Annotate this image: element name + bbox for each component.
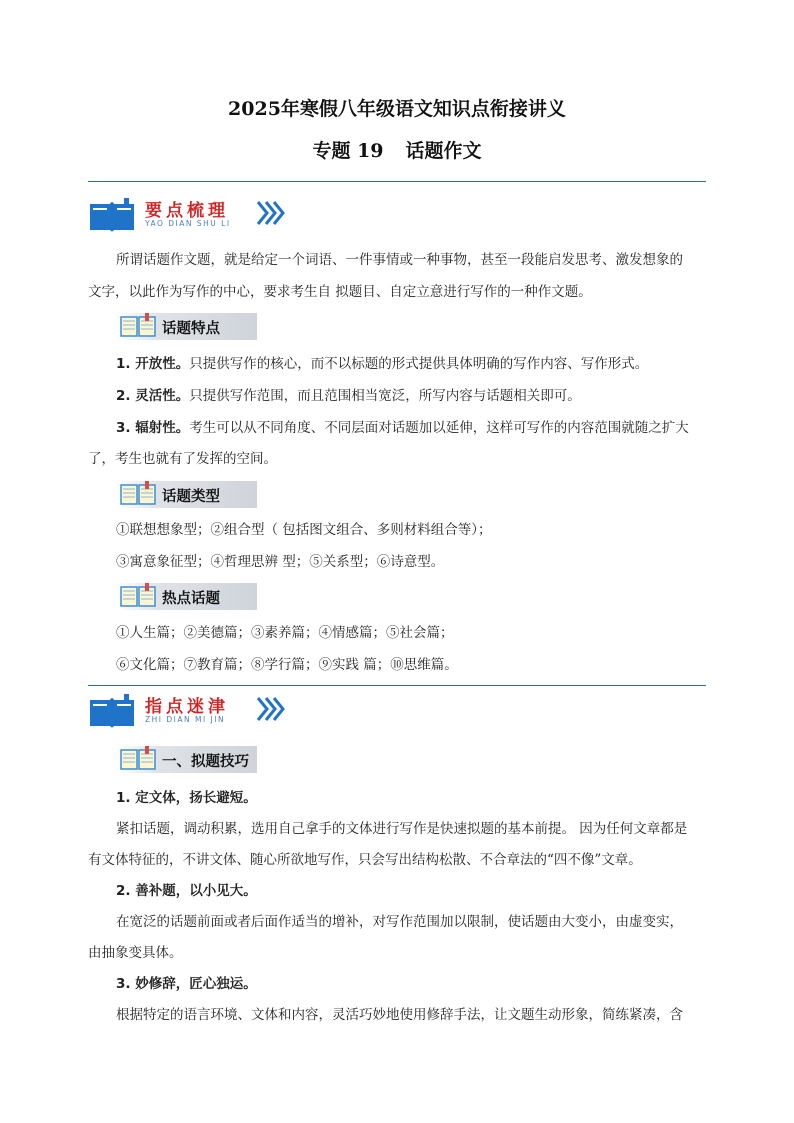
section-banner-key-points bbox=[88, 194, 388, 240]
book-icon bbox=[118, 745, 158, 773]
hot-topics-line-2: ⑥文化篇；⑦教育篇；⑧学行篇；⑨实践 篇；⑩思维篇。 bbox=[116, 657, 458, 673]
skill-2-title: 2. 善补题，以小见大。 bbox=[116, 883, 257, 899]
subhead-types-text: 话题类型 bbox=[162, 489, 220, 505]
open-book-icon bbox=[88, 694, 136, 730]
subhead-title-skills bbox=[116, 745, 266, 775]
hot-topics-line-1: ①人生篇；②美德篇；③素养篇；④情感篇；⑤社会篇； bbox=[116, 625, 454, 641]
intro-line-2: 文字，以此作为写作的中心，要求考生自 拟题目、自定立意进行写作的一种作文题。 bbox=[88, 284, 592, 300]
feature-item-2-label: 2. 灵活性。 bbox=[116, 388, 190, 404]
book-icon bbox=[118, 312, 158, 340]
feature-item-3 bbox=[116, 412, 708, 444]
skill-3-line-1: 根据特定的语言环境、文体和内容，灵活巧妙地使用修辞手法，让文题生动形象，简练紧凑，含 bbox=[116, 1007, 683, 1023]
skill-2-line-2: 由抽象变具体。 bbox=[88, 945, 183, 961]
open-book-icon bbox=[88, 198, 136, 234]
intro-line-1: 所谓话题作文题，就是给定一个词语、一件事情或一种事物，甚至一段能启发思考、激发想象的 bbox=[116, 252, 683, 268]
document-title: 2025年寒假八年级语文知识点衔接讲义 bbox=[228, 98, 566, 120]
chevrons-right-icon bbox=[256, 198, 286, 228]
feature-item-2-text: 只提供写作范围，而且范围相当宽泛，所写内容与话题相关即可。 bbox=[189, 388, 581, 404]
subtitle-topic: 话题作文 bbox=[405, 140, 482, 162]
section-divider-middle bbox=[88, 685, 706, 686]
feature-item-1-text: 只提供写作的核心，而不以标题的形式提供具体明确的写作内容、写作形式。 bbox=[189, 356, 649, 372]
banner-pinyin: ZHI DIAN MI JIN bbox=[145, 715, 226, 724]
types-line-2: ③寓意象征型；④哲理思辨 型；⑤关系型；⑥诗意型。 bbox=[116, 554, 445, 570]
subhead-types bbox=[116, 480, 266, 510]
subhead-features bbox=[116, 312, 266, 342]
document-subtitle bbox=[0, 136, 794, 163]
chevrons-right-icon bbox=[256, 694, 286, 724]
intro-paragraph bbox=[88, 244, 708, 308]
section-banner-guidance bbox=[88, 690, 388, 736]
section-divider-top bbox=[88, 181, 706, 182]
skill-2-line-1: 在宽泛的话题前面或者后面作适当的增补，对写作范围加以限制，使话题由大变小，由虚变实， bbox=[116, 914, 683, 930]
skill-1-line-1: 紧扣话题，调动积累，选用自己拿手的文体进行写作是快速拟题的基本前提。 因为任何文章都是 bbox=[116, 821, 688, 837]
banner-pinyin: YAO DIAN SHU LI bbox=[145, 219, 231, 228]
subhead-hot-topics bbox=[116, 582, 266, 612]
subhead-hot-topics-text: 热点话题 bbox=[162, 591, 220, 607]
book-icon bbox=[118, 582, 158, 610]
banner-title: 要点梳理 bbox=[145, 201, 229, 221]
feature-item-3-text: 考生可以从不同角度、不同层面对话题加以延伸，这样可写作的内容范围就随之扩大 bbox=[189, 420, 689, 436]
book-icon bbox=[118, 480, 158, 508]
feature-item-3-label: 3. 辐射性。 bbox=[116, 420, 190, 436]
subtitle-prefix: 专题 19 bbox=[312, 140, 384, 162]
feature-item-3-continued: 了，考生也就有了发挥的空间。 bbox=[88, 451, 277, 467]
feature-item-1-label: 1. 开放性。 bbox=[116, 356, 190, 372]
feature-item-2 bbox=[116, 380, 708, 412]
subhead-skills-text: 一、拟题技巧 bbox=[162, 754, 249, 770]
skill-1-title: 1. 定文体，扬长避短。 bbox=[116, 790, 257, 806]
subhead-features-text: 话题特点 bbox=[162, 321, 220, 337]
skill-1-line-2: 有文体特征的，不讲文体、随心所欲地写作，只会写出结构松散、不合章法的“四不像”文章。 bbox=[88, 852, 642, 868]
banner-title: 指点迷津 bbox=[145, 697, 229, 717]
types-line-1: ①联想想象型；②组合型（ 包括图文组合、多则材料组合等）； bbox=[116, 522, 492, 538]
skill-3-title: 3. 妙修辞，匠心独运。 bbox=[116, 976, 257, 992]
feature-item-1 bbox=[116, 348, 708, 380]
